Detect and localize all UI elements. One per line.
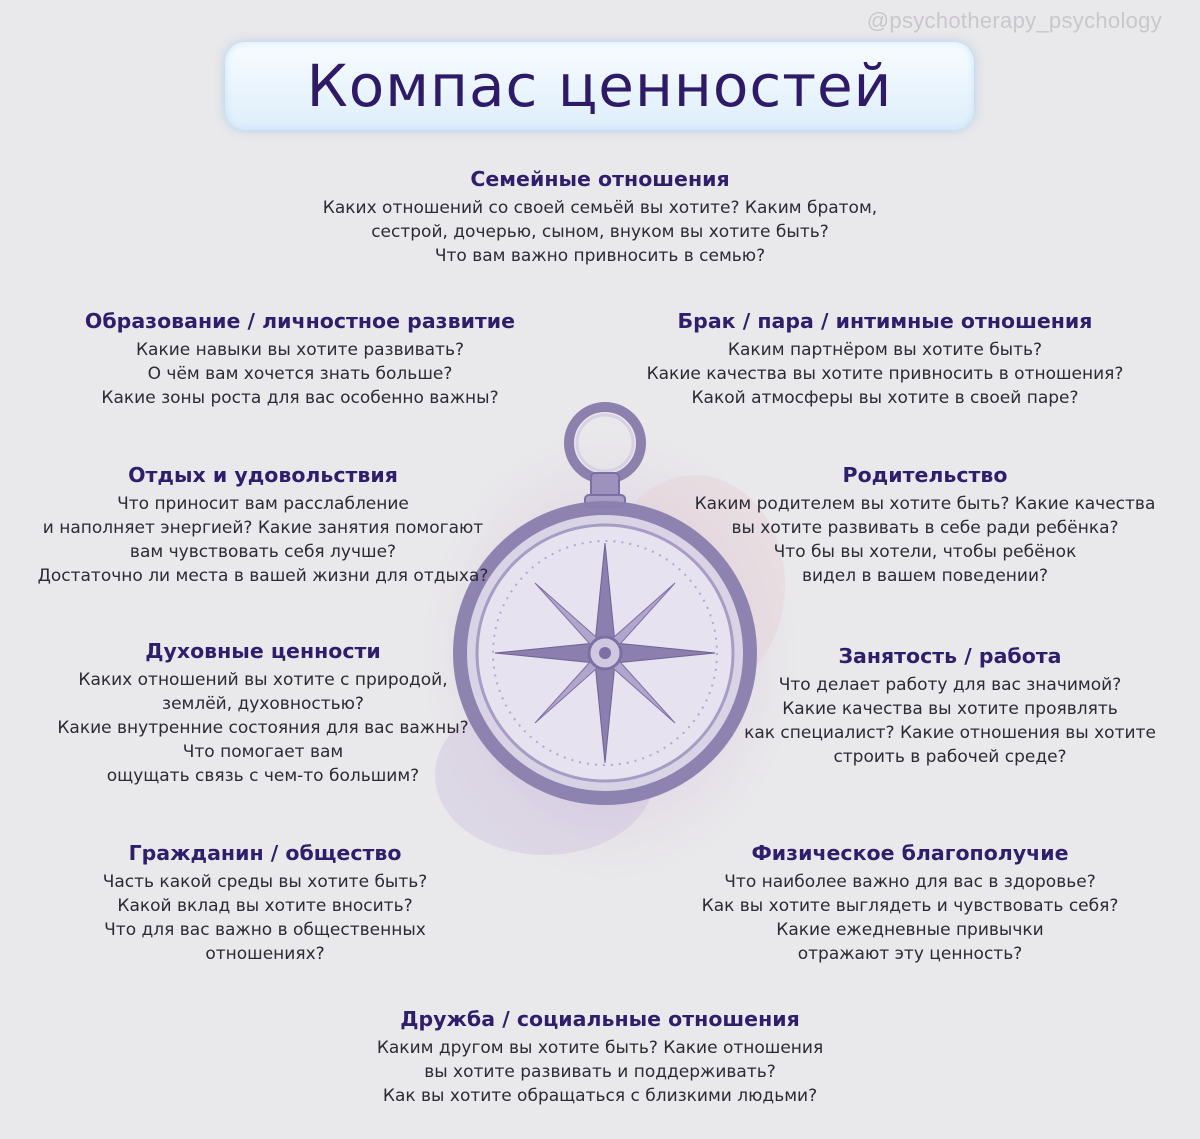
title-banner bbox=[225, 42, 974, 130]
section-line: вы хотите развивать в себе ради ребёнка? bbox=[731, 518, 1119, 538]
section-heading: Духовные ценности bbox=[145, 639, 381, 663]
section-line: Какие зоны роста для вас особенно важны? bbox=[101, 388, 499, 408]
section-line: Каким родителем вы хотите быть? Какие качества bbox=[694, 494, 1156, 514]
section-line: Как вы хотите выглядеть и чувствовать себя? bbox=[701, 896, 1119, 916]
section-line: вы хотите развивать и поддерживать? bbox=[424, 1062, 776, 1082]
section-line: как специалист? Какие отношения вы хотите bbox=[744, 723, 1156, 743]
section-line: землёй, духовностью? bbox=[162, 694, 364, 714]
section-line: Что вам важно привносить в семью? bbox=[434, 246, 766, 266]
section-line: Каким партнёром вы хотите быть? bbox=[727, 340, 1043, 360]
section-line: Какие качества вы хотите проявлять bbox=[782, 699, 1118, 719]
section-line: ощущать связь с чем-то большим? bbox=[106, 766, 420, 786]
section-physical bbox=[680, 839, 1140, 966]
section-heading: Гражданин / общество bbox=[128, 841, 402, 865]
section-line: Что бы вы хотели, чтобы ребёнок bbox=[773, 542, 1077, 562]
section-line: Какой атмосферы вы хотите в своей паре? bbox=[691, 388, 1079, 408]
section-leisure bbox=[18, 461, 508, 588]
section-line: Каким другом вы хотите быть? Какие отношения bbox=[376, 1038, 824, 1058]
section-heading: Брак / пара / интимные отношения bbox=[677, 309, 1093, 333]
section-citizen bbox=[60, 839, 470, 966]
section-heading: Семейные отношения bbox=[470, 167, 730, 191]
section-line: Какие ежедневные привычки bbox=[776, 920, 1044, 940]
section-line: Что помогает вам bbox=[182, 742, 344, 762]
section-line: О чём вам хочется знать больше? bbox=[147, 364, 453, 384]
section-line: Какие навыки вы хотите развивать? bbox=[135, 340, 465, 360]
section-line: Как вы хотите обращаться с близкими людьми? bbox=[382, 1086, 818, 1106]
section-line: Какие внутренние состояния для вас важны? bbox=[57, 718, 469, 738]
section-line: Что приносит вам расслабление bbox=[117, 494, 409, 514]
section-heading: Занятость / работа bbox=[838, 644, 1062, 668]
section-line: Какой вклад вы хотите вносить? bbox=[117, 896, 413, 916]
section-line: Какие качества вы хотите привносить в отношения? bbox=[646, 364, 1124, 384]
section-education bbox=[40, 307, 560, 410]
section-line: Что для вас важно в общественных bbox=[104, 920, 426, 940]
section-work bbox=[705, 642, 1195, 769]
section-line: и наполняет энергией? Какие занятия помогают bbox=[42, 518, 484, 538]
section-line: вам чувствовать себя лучше? bbox=[129, 542, 397, 562]
section-line: Что наиболее важно для вас в здоровье? bbox=[724, 872, 1096, 892]
section-heading: Отдых и удовольствия bbox=[128, 463, 398, 487]
section-line: отражают эту ценность? bbox=[797, 944, 1023, 964]
section-line: отношениях? bbox=[205, 944, 325, 964]
section-line: Часть какой среды вы хотите быть? bbox=[102, 872, 428, 892]
section-line: строить в рабочей среде? bbox=[833, 747, 1067, 767]
section-marriage bbox=[625, 307, 1145, 410]
section-line: Каких отношений вы хотите с природой, bbox=[78, 670, 448, 690]
section-line: Что делает работу для вас значимой? bbox=[778, 675, 1122, 695]
section-line: Каких отношений со своей семьёй вы хотите? Каким братом, bbox=[322, 198, 878, 218]
watermark: @psychotherapy_psychology bbox=[866, 8, 1162, 33]
section-heading: Образование / личностное развитие bbox=[84, 309, 516, 333]
section-spiritual bbox=[18, 637, 508, 788]
section-line: видел в вашем поведении? bbox=[801, 566, 1049, 586]
section-heading: Физическое благополучие bbox=[751, 841, 1069, 865]
section-heading: Родительство bbox=[842, 463, 1008, 487]
section-heading: Дружба / социальные отношения bbox=[400, 1007, 800, 1031]
section-friendship bbox=[340, 1005, 860, 1108]
section-parenting bbox=[680, 461, 1170, 588]
section-family bbox=[300, 165, 900, 268]
section-line: сестрой, дочерью, сыном, внуком вы хотите быть? bbox=[371, 222, 829, 242]
section-line: Достаточно ли места в вашей жизни для отдыха? bbox=[37, 566, 489, 586]
page-title: Компас ценностей bbox=[306, 52, 893, 120]
